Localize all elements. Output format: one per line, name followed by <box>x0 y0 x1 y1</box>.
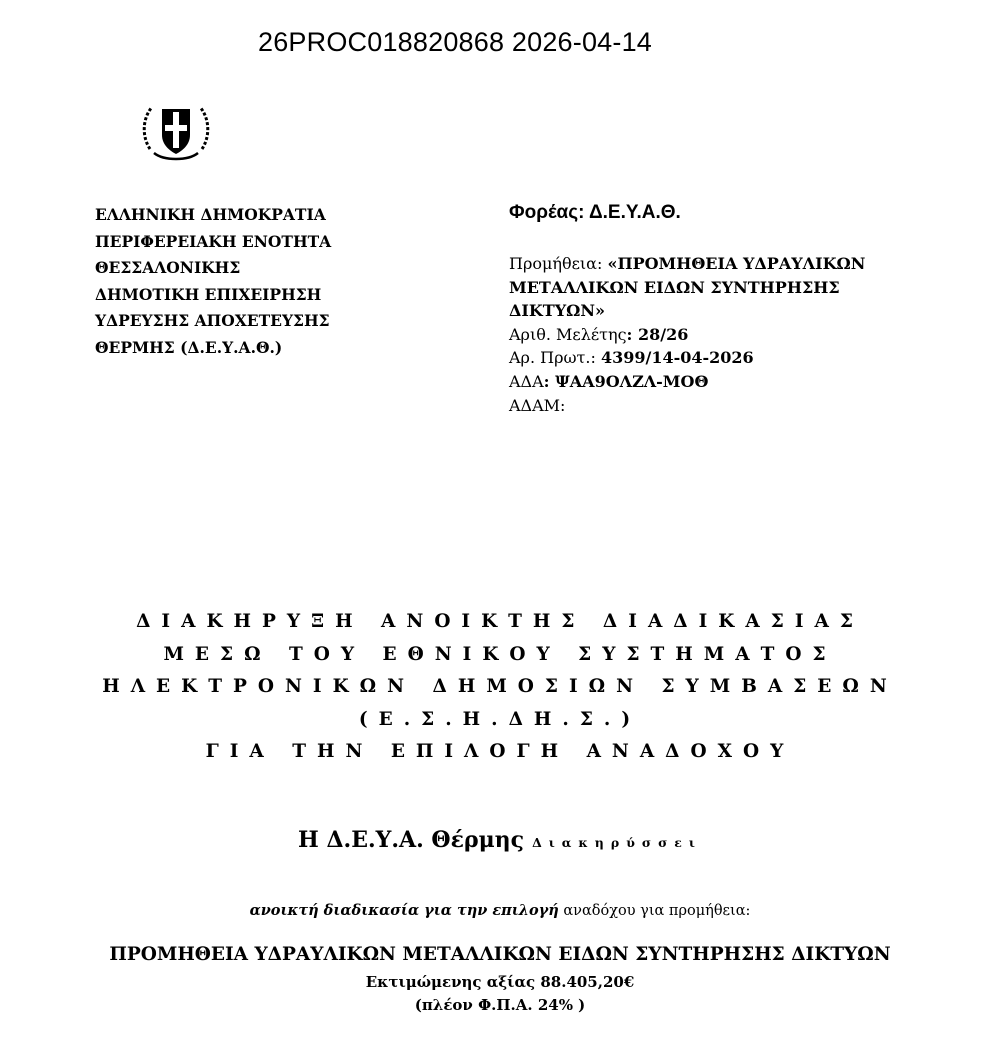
supply-title-text: ΔΙΚΤΥΩΝ» <box>509 301 605 321</box>
supply-title-text: ΜΕΤΑΛΛΙΚΩΝ ΕΙΔΩΝ ΣΥΝΤΗΡΗΣΗΣ <box>509 277 840 297</box>
title-line: ΔΙΑΚΗΡΥΞΗ ΑΝΟΙΚΤΗΣ ΔΙΑΔΙΚΑΣΙΑΣ <box>136 611 864 632</box>
issuer-line: ΔΗΜΟΤΙΚΗ ΕΠΙΧΕΙΡΗΣΗ <box>95 284 322 304</box>
document-id: 26PROC018820868 2026-04-14 <box>258 27 652 57</box>
issuer-line: ΠΕΡΙΦΕΡΕΙΑΚΗ ΕΝΟΤΗΤΑ <box>95 231 332 251</box>
declaration-title <box>0 606 1000 769</box>
greek-coat-of-arms-emblem <box>140 97 212 163</box>
supply-row <box>509 252 929 276</box>
supply-label: Προμήθεια: <box>509 254 608 273</box>
declaration-verb: Διακηρύσσει <box>532 835 702 850</box>
study-number-row <box>509 323 929 347</box>
title-line: ΓΙΑ ΤΗΝ ΕΠΙΛΟΓΗ ΑΝΑΔΟΧΟΥ <box>205 741 795 762</box>
project-title: ΠΡΟΜΗΘΕΙΑ ΥΔΡΑΥΛΙΚΩΝ ΜΕΤΑΛΛΙΚΩΝ ΕΙΔΩΝ ΣΥΝΤΗΡΗΣΗΣ ΔΙΚΤΥΩΝ <box>109 944 891 965</box>
ada-label: ΑΔΑ <box>509 371 544 391</box>
title-line: (Ε.Σ.Η.ΔΗ.Σ.) <box>358 708 642 730</box>
vat-note: (πλέον Φ.Π.Α. 24% ) <box>414 996 586 1014</box>
estimated-value: Εκτιμώμενης αξίας 88.405,20€ <box>365 973 635 991</box>
declaring-authority: Η Δ.Ε.Υ.Α. Θέρμης <box>298 827 525 853</box>
procedure-purpose: αναδόχου για προμήθεια: <box>558 903 751 919</box>
issuer-block <box>95 202 331 361</box>
study-number-label: Αριθ. Μελέτης <box>509 324 627 344</box>
supply-title-line <box>509 276 929 300</box>
protocol-number-value: 4399/14-04-2026 <box>600 348 754 368</box>
entity-heading: Φορέας: Δ.Ε.Υ.Α.Θ. <box>509 202 681 223</box>
procedure-type: ανοικτή διαδικασία για την επιλογή <box>249 902 559 919</box>
supply-title-line <box>509 299 929 323</box>
issuer-line: ΕΛΛΗΝΙΚΗ ΔΗΜΟΚΡΑΤΙΑ <box>95 205 326 224</box>
protocol-number-row <box>509 346 929 370</box>
declaration-statement <box>0 827 1000 853</box>
ada-value: : ΨΑΑ9ΟΛΖΛ-ΜΟΘ <box>543 371 709 391</box>
supply-title-line: «ΠΡΟΜΗΘΕΙΑ ΥΔΡΑΥΛΙΚΩΝ <box>607 254 866 273</box>
issuer-line: ΥΔΡΕΥΣΗΣ ΑΠΟΧΕΤΕΥΣΗΣ <box>95 311 330 330</box>
procurement-details <box>509 252 929 417</box>
issuer-line: ΘΕΣΣΑΛΟΝΙΚΗΣ <box>95 258 241 277</box>
ada-row <box>509 370 929 394</box>
title-line: ΜΕΣΩ ΤΟΥ ΕΘΝΙΚΟΥ ΣΥΣΤΗΜΑΤΟΣ <box>163 643 837 665</box>
adam-row <box>509 394 929 418</box>
issuer-line: ΘΕΡΜΗΣ (Δ.Ε.Υ.Α.Θ.) <box>95 337 283 357</box>
protocol-number-label: Αρ. Πρωτ.: <box>509 348 601 368</box>
title-line: ΗΛΕΚΤΡΟΝΙΚΩΝ ΔΗΜΟΣΙΩΝ ΣΥΜΒΑΣΕΩΝ <box>102 676 898 697</box>
adam-label: ΑΔΑΜ: <box>509 395 566 415</box>
procedure-intro <box>0 902 1000 919</box>
study-number-value: : 28/26 <box>626 324 689 344</box>
